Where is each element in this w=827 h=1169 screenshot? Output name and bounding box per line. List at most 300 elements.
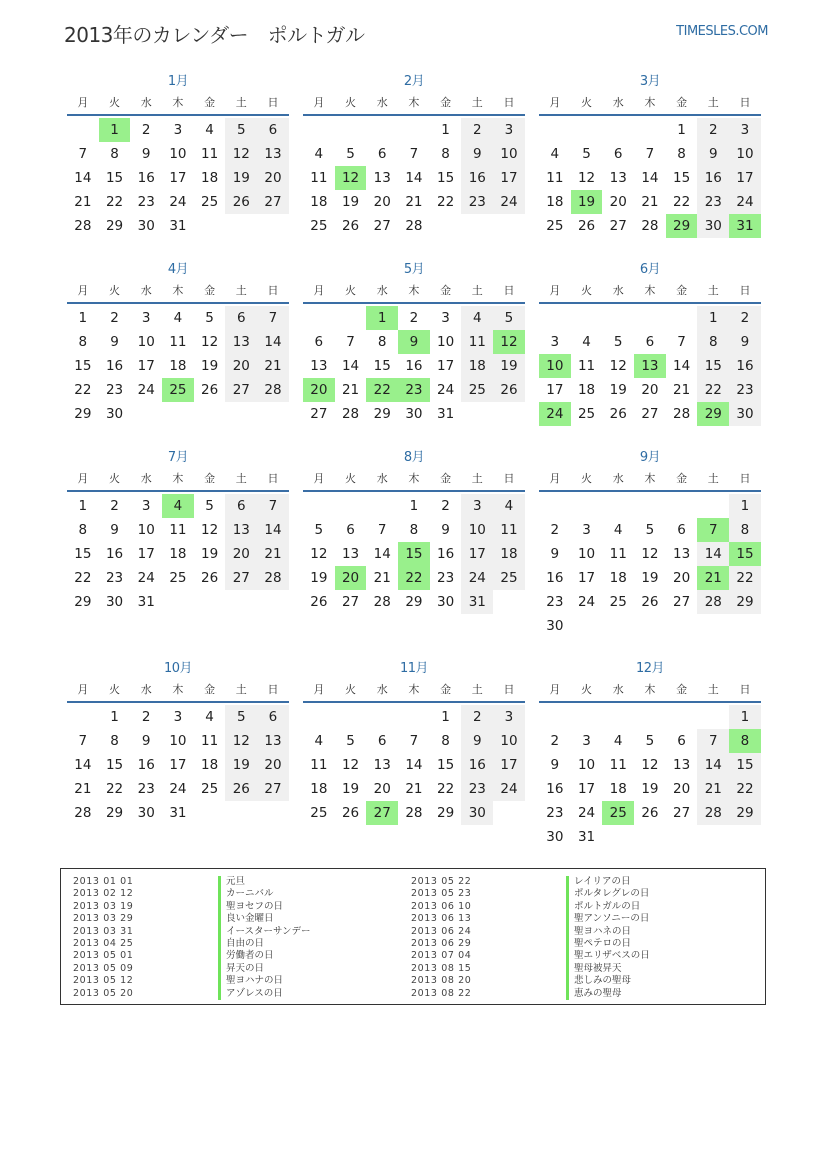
day-cell: 25	[169, 570, 187, 586]
weekday-label: 月	[77, 284, 89, 297]
day-cell: 4	[461, 306, 493, 330]
weekday-header	[539, 468, 761, 492]
weekday-label: 木	[172, 472, 184, 485]
day-cell: 14	[405, 757, 423, 773]
day-cell: 22	[74, 382, 92, 398]
weekday-label: 火	[109, 96, 121, 109]
day-cell: 5	[645, 733, 655, 749]
day-cell: 30	[405, 406, 423, 422]
day-cell: 16	[729, 354, 761, 378]
day-cell: 6	[346, 522, 355, 538]
day-cell: 31	[577, 829, 596, 845]
weekday-label: 木	[172, 96, 184, 109]
weekday-label: 金	[204, 472, 216, 485]
day-cell: 15	[697, 354, 729, 378]
site-brand[interactable]: TIMESLES.COM	[676, 24, 768, 39]
day-cell: 30	[105, 594, 124, 610]
day-cell: 26	[225, 190, 257, 214]
holiday-day-cell: 12	[493, 330, 525, 354]
legend-dates-col-1	[73, 876, 133, 1000]
day-cell: 8	[441, 146, 450, 162]
day-cell: 21	[405, 781, 423, 797]
day-cell: 26	[577, 218, 596, 234]
day-cell: 2	[461, 118, 493, 142]
day-cell: 18	[609, 781, 627, 797]
legend-holiday-name: 恵みの聖母	[566, 988, 650, 1000]
day-cell: 15	[729, 753, 761, 777]
weekday-label: 水	[612, 284, 624, 297]
day-cell: 23	[437, 570, 455, 586]
day-cell: 13	[225, 518, 257, 542]
weekday-label: 日	[739, 284, 751, 297]
legend-date: 2013 05 09	[73, 962, 134, 974]
day-cell: 14	[697, 542, 729, 566]
day-cell: 27	[609, 218, 627, 234]
day-cell: 3	[729, 118, 761, 142]
weekday-label: 日	[503, 683, 515, 696]
day-cell: 14	[74, 757, 92, 773]
day-cell: 3	[173, 122, 183, 138]
day-cell: 27	[310, 406, 328, 422]
weekday-label: 木	[408, 96, 420, 109]
day-cell: 6	[677, 522, 686, 538]
empty-day-cell	[571, 118, 603, 142]
day-cell: 12	[577, 170, 596, 186]
day-cell: 7	[377, 522, 387, 538]
day-cell: 26	[201, 570, 219, 586]
day-cell: 22	[673, 194, 691, 210]
weekday-label: 日	[739, 472, 751, 485]
weekday-label: 金	[204, 284, 216, 297]
day-cell: 25	[201, 194, 219, 210]
empty-day-cell	[697, 494, 729, 518]
holiday-day-cell: 15	[398, 542, 430, 566]
day-cell: 8	[110, 146, 119, 162]
day-cell: 9	[110, 522, 119, 538]
day-cell: 23	[137, 781, 155, 797]
day-cell: 2	[110, 310, 119, 326]
legend-date: 2013 05 23	[411, 888, 472, 900]
day-cell: 9	[461, 729, 493, 753]
day-cell: 10	[577, 546, 596, 562]
weekday-header	[67, 280, 289, 304]
day-cell: 9	[550, 546, 560, 562]
day-cell: 26	[341, 805, 360, 821]
legend-date: 2013 03 31	[73, 925, 134, 937]
day-cell: 5	[582, 146, 591, 162]
month-calendar	[303, 659, 525, 864]
weekday-label: 火	[345, 96, 357, 109]
day-cell: 14	[74, 170, 92, 186]
day-cell: 5	[314, 522, 324, 538]
day-cell: 23	[546, 594, 564, 610]
day-cell: 5	[225, 705, 257, 729]
day-cell: 28	[257, 378, 289, 402]
weekday-label: 木	[408, 284, 420, 297]
day-cell: 19	[341, 194, 360, 210]
day-cell: 10	[169, 733, 187, 749]
weekday-label: 土	[235, 472, 247, 485]
day-cell: 17	[546, 382, 564, 398]
day-cell: 19	[201, 358, 219, 374]
legend-holiday-name: 昇天の日	[218, 963, 311, 975]
day-cell: 8	[697, 330, 729, 354]
day-cell: 21	[373, 570, 391, 586]
legend-date: 2013 08 20	[411, 975, 472, 987]
weekday-label: 火	[109, 683, 121, 696]
weekday-label: 水	[376, 472, 388, 485]
day-cell: 15	[437, 757, 455, 773]
day-cell: 14	[257, 330, 289, 354]
days-grid	[539, 705, 761, 849]
weekday-label: 火	[581, 96, 593, 109]
holiday-day-cell: 9	[398, 330, 430, 354]
day-cell: 30	[461, 801, 493, 825]
day-cell: 14	[341, 358, 360, 374]
day-cell: 9	[461, 142, 493, 166]
empty-day-cell	[366, 494, 398, 518]
day-cell: 8	[78, 334, 88, 350]
legend-holiday-name: 良い金曜日	[218, 913, 311, 925]
weekday-label: 月	[313, 284, 325, 297]
legend-holiday-name: 聖アンソニーの日	[566, 913, 650, 925]
holiday-day-cell: 20	[335, 566, 367, 590]
day-cell: 10	[137, 522, 155, 538]
holiday-day-cell: 7	[697, 518, 729, 542]
day-cell: 19	[225, 166, 257, 190]
day-cell: 27	[225, 378, 257, 402]
month-calendar	[539, 72, 761, 260]
legend-date: 2013 05 22	[411, 876, 472, 887]
weekday-header	[539, 679, 761, 703]
day-cell: 5	[346, 733, 355, 749]
day-cell: 11	[169, 522, 187, 538]
day-cell: 31	[461, 590, 493, 614]
day-cell: 24	[169, 781, 187, 797]
empty-day-cell	[335, 306, 367, 330]
day-cell: 26	[493, 378, 525, 402]
legend-holiday-name: 聖母被昇天	[566, 963, 650, 975]
day-cell: 25	[310, 805, 328, 821]
weekday-label: 日	[739, 683, 751, 696]
holiday-day-cell: 29	[697, 402, 729, 426]
day-cell: 5	[493, 306, 525, 330]
day-cell: 29	[105, 218, 124, 234]
day-cell: 3	[441, 310, 450, 326]
weekday-header	[539, 280, 761, 304]
day-cell: 12	[225, 142, 257, 166]
empty-day-cell	[602, 705, 634, 729]
weekday-label: 土	[471, 96, 483, 109]
day-cell: 18	[461, 354, 493, 378]
day-cell: 13	[609, 170, 627, 186]
day-cell: 25	[609, 594, 627, 610]
day-cell: 29	[74, 406, 92, 422]
day-cell: 27	[673, 594, 691, 610]
weekday-label: 火	[345, 284, 357, 297]
empty-day-cell	[539, 306, 571, 330]
weekday-label: 火	[345, 683, 357, 696]
weekday-label: 土	[707, 284, 719, 297]
day-cell: 28	[74, 218, 92, 234]
day-cell: 18	[169, 546, 187, 562]
weekday-label: 日	[267, 472, 279, 485]
day-cell: 25	[546, 218, 564, 234]
holiday-day-cell: 12	[335, 166, 367, 190]
empty-day-cell	[539, 118, 571, 142]
month-name: 7月	[167, 450, 189, 465]
day-cell: 3	[550, 334, 560, 350]
day-cell: 24	[137, 570, 155, 586]
holiday-day-cell: 20	[303, 378, 335, 402]
day-cell: 2	[141, 709, 151, 725]
empty-day-cell	[634, 306, 666, 330]
day-cell: 20	[257, 166, 289, 190]
day-cell: 21	[74, 194, 92, 210]
day-cell: 30	[546, 829, 564, 845]
legend-holiday-name: ポルタレグレの日	[566, 888, 650, 900]
days-grid	[303, 705, 525, 825]
day-cell: 30	[137, 218, 155, 234]
holiday-day-cell: 10	[539, 354, 571, 378]
day-cell: 3	[582, 733, 591, 749]
day-cell: 11	[201, 146, 219, 162]
empty-day-cell	[571, 494, 603, 518]
day-cell: 2	[409, 310, 419, 326]
month-calendar	[67, 72, 289, 260]
day-cell: 11	[169, 334, 187, 350]
legend-holiday-name: ポルトガルの日	[566, 901, 650, 913]
holiday-day-cell: 23	[398, 378, 430, 402]
day-cell: 6	[613, 146, 623, 162]
holiday-day-cell: 25	[162, 378, 194, 402]
day-cell: 30	[546, 618, 564, 634]
day-cell: 31	[169, 218, 187, 234]
weekday-label: 火	[581, 284, 593, 297]
day-cell: 27	[341, 594, 360, 610]
day-cell: 17	[169, 757, 187, 773]
day-cell: 25	[493, 566, 525, 590]
legend-date: 2013 06 24	[411, 925, 472, 937]
holiday-day-cell: 19	[571, 190, 603, 214]
empty-day-cell	[602, 118, 634, 142]
empty-day-cell	[634, 705, 666, 729]
day-cell: 4	[582, 334, 591, 350]
days-grid	[539, 118, 761, 238]
weekday-label: 日	[739, 96, 751, 109]
empty-day-cell	[398, 705, 430, 729]
holiday-day-cell: 27	[366, 801, 398, 825]
legend-holiday-name: レイリアの日	[566, 876, 650, 888]
month-calendar	[303, 260, 525, 448]
day-cell: 10	[461, 518, 493, 542]
day-cell: 31	[169, 805, 187, 821]
day-cell: 4	[613, 522, 623, 538]
day-cell: 14	[641, 170, 659, 186]
day-cell: 4	[314, 733, 324, 749]
holiday-day-cell: 15	[729, 542, 761, 566]
weekday-label: 土	[235, 96, 247, 109]
weekday-label: 水	[140, 472, 152, 485]
day-cell: 27	[257, 190, 289, 214]
weekday-label: 火	[345, 472, 357, 485]
legend-holiday-name: 聖ヨハネの日	[566, 926, 650, 938]
day-cell: 21	[257, 354, 289, 378]
day-cell: 29	[405, 594, 423, 610]
weekday-label: 日	[503, 96, 515, 109]
day-cell: 7	[78, 733, 88, 749]
empty-day-cell	[666, 306, 698, 330]
holiday-day-cell: 1	[99, 118, 131, 142]
legend-date: 2013 04 25	[73, 937, 134, 949]
weekday-label: 金	[440, 472, 452, 485]
empty-day-cell	[571, 306, 603, 330]
months-grid	[67, 72, 761, 864]
weekday-label: 日	[267, 284, 279, 297]
day-cell: 28	[405, 805, 423, 821]
day-cell: 10	[137, 334, 155, 350]
legend-date: 2013 05 20	[73, 987, 134, 999]
legend-dates-col-2	[411, 876, 471, 1000]
legend-date: 2013 08 15	[411, 962, 472, 974]
day-cell: 12	[609, 358, 627, 374]
day-cell: 16	[137, 170, 155, 186]
legend-date: 2013 06 29	[411, 937, 472, 949]
empty-day-cell	[303, 705, 335, 729]
holiday-day-cell: 31	[729, 214, 761, 238]
day-cell: 3	[173, 709, 183, 725]
day-cell: 16	[105, 546, 124, 562]
weekday-label: 土	[471, 284, 483, 297]
weekday-label: 水	[376, 683, 388, 696]
day-cell: 11	[493, 518, 525, 542]
day-cell: 10	[577, 757, 596, 773]
day-cell: 22	[697, 378, 729, 402]
day-cell: 23	[105, 382, 124, 398]
day-cell: 20	[225, 542, 257, 566]
day-cell: 26	[641, 805, 659, 821]
day-cell: 3	[141, 498, 151, 514]
day-cell: 6	[645, 334, 655, 350]
day-cell: 25	[201, 781, 219, 797]
weekday-label: 木	[644, 472, 656, 485]
day-cell: 7	[257, 494, 289, 518]
day-cell: 13	[673, 757, 691, 773]
day-cell: 21	[405, 194, 423, 210]
day-cell: 24	[493, 777, 525, 801]
day-cell: 31	[437, 406, 455, 422]
legend-names-col-2	[566, 876, 650, 1000]
day-cell: 6	[377, 146, 387, 162]
weekday-label: 木	[644, 284, 656, 297]
weekday-label: 水	[140, 284, 152, 297]
empty-day-cell	[398, 118, 430, 142]
day-cell: 21	[673, 382, 691, 398]
empty-day-cell	[634, 494, 666, 518]
day-cell: 11	[310, 757, 328, 773]
weekday-label: 土	[707, 96, 719, 109]
day-cell: 17	[461, 542, 493, 566]
day-cell: 10	[493, 729, 525, 753]
day-cell: 12	[201, 334, 219, 350]
day-cell: 11	[546, 170, 564, 186]
day-cell: 11	[609, 757, 627, 773]
days-grid	[303, 118, 525, 238]
day-cell: 3	[141, 310, 151, 326]
day-cell: 7	[346, 334, 355, 350]
day-cell: 30	[137, 805, 155, 821]
holiday-legend	[60, 868, 766, 1005]
day-cell: 16	[105, 358, 124, 374]
day-cell: 7	[409, 146, 419, 162]
day-cell: 4	[173, 310, 183, 326]
day-cell: 19	[609, 382, 627, 398]
day-cell: 25	[577, 406, 596, 422]
legend-date: 2013 06 10	[411, 900, 472, 912]
day-cell: 6	[257, 705, 289, 729]
day-cell: 4	[314, 146, 324, 162]
day-cell: 9	[441, 522, 450, 538]
day-cell: 13	[373, 757, 391, 773]
day-cell: 24	[137, 382, 155, 398]
holiday-day-cell: 8	[729, 729, 761, 753]
day-cell: 12	[341, 757, 360, 773]
day-cell: 20	[641, 382, 659, 398]
day-cell: 17	[137, 546, 155, 562]
day-cell: 28	[697, 801, 729, 825]
day-cell: 1	[441, 122, 450, 138]
day-cell: 15	[373, 358, 391, 374]
weekday-header	[67, 679, 289, 703]
day-cell: 23	[105, 570, 124, 586]
weekday-label: 水	[376, 284, 388, 297]
day-cell: 17	[729, 166, 761, 190]
day-cell: 29	[729, 590, 761, 614]
day-cell: 24	[577, 805, 596, 821]
empty-day-cell	[335, 118, 367, 142]
day-cell: 24	[729, 190, 761, 214]
day-cell: 28	[697, 590, 729, 614]
day-cell: 10	[493, 142, 525, 166]
day-cell: 18	[493, 542, 525, 566]
day-cell: 23	[697, 190, 729, 214]
day-cell: 15	[437, 170, 455, 186]
legend-holiday-name: 自由の日	[218, 938, 311, 950]
day-cell: 12	[201, 522, 219, 538]
day-cell: 16	[697, 166, 729, 190]
legend-date: 2013 03 29	[73, 913, 134, 925]
weekday-label: 火	[581, 472, 593, 485]
day-cell: 16	[546, 570, 564, 586]
day-cell: 2	[697, 118, 729, 142]
day-cell: 13	[225, 330, 257, 354]
weekday-label: 金	[440, 284, 452, 297]
day-cell: 26	[310, 594, 328, 610]
month-name: 9月	[639, 450, 661, 465]
days-grid	[303, 494, 525, 614]
weekday-label: 月	[313, 472, 325, 485]
empty-day-cell	[335, 494, 367, 518]
empty-day-cell	[303, 494, 335, 518]
weekday-label: 木	[172, 683, 184, 696]
empty-day-cell	[666, 705, 698, 729]
day-cell: 9	[110, 334, 119, 350]
day-cell: 20	[673, 781, 691, 797]
days-grid	[67, 705, 289, 825]
day-cell: 8	[110, 733, 119, 749]
day-cell: 26	[609, 406, 627, 422]
day-cell: 13	[310, 358, 328, 374]
